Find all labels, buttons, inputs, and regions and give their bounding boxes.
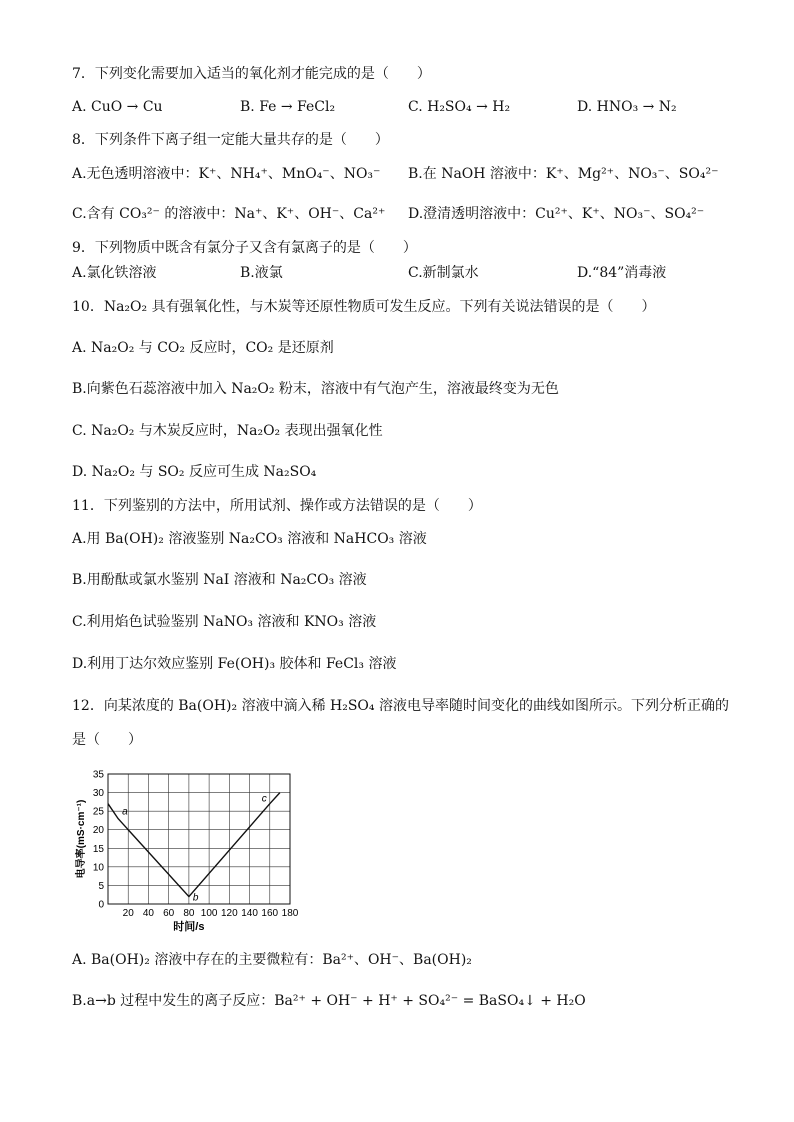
conductivity-curve	[108, 793, 280, 897]
y-tick-label-3: 15	[92, 843, 104, 855]
conductivity-chart	[74, 756, 314, 933]
point-label-c: c	[261, 793, 267, 805]
x-tick-label-7: 160	[261, 908, 279, 919]
q10-option-d: D. Na₂O₂ 与 SO₂ 反应可生成 Na₂SO₄	[72, 464, 317, 480]
y-tick-label-7: 35	[92, 769, 104, 781]
q8-option-b: B.在 NaOH 溶液中：K⁺、Mg²⁺、NO₃⁻、SO₄²⁻	[408, 166, 719, 182]
q9-option-c: C.新制氯水	[408, 265, 479, 281]
y-axis-label: 电导率(mS·cm⁻¹)	[76, 799, 87, 879]
x-tick-label-6: 140	[241, 908, 258, 919]
x-tick-label-2: 60	[163, 908, 175, 919]
q7-option-a: A. CuO → Cu	[72, 99, 163, 115]
point-label-a: a	[122, 806, 128, 818]
q11-option-b: B.用酚酞或氯水鉴别 NaI 溶液和 Na₂CO₃ 溶液	[72, 572, 367, 588]
q10-option-c: C. Na₂O₂ 与木炭反应时，Na₂O₂ 表现出强氧化性	[72, 423, 383, 439]
q10-option-a: A. Na₂O₂ 与 CO₂ 反应时，CO₂ 是还原剂	[72, 340, 334, 356]
q9-option-b: B.液氯	[240, 265, 283, 281]
q11-option-a: A.用 Ba(OH)₂ 溶液鉴别 Na₂CO₃ 溶液和 NaHCO₃ 溶液	[72, 531, 427, 547]
point-label-b: b	[192, 892, 199, 904]
x-tick-label-1: 40	[142, 908, 155, 919]
q10-option-b: B.向紫色石蕊溶液中加入 Na₂O₂ 粉末，溶液中有气泡产生，溶液最终变为无色	[72, 381, 559, 397]
q9-option-d: D.“84”消毒液	[577, 265, 667, 281]
q11-option-c: C.利用焰色试验鉴别 NaNO₃ 溶液和 KNO₃ 溶液	[72, 614, 377, 630]
q12-option-b: B.a→b 过程中发生的离子反应：Ba²⁺ + OH⁻ + H⁺ + SO₄²⁻ = BaSO₄↓ + H₂O	[72, 993, 586, 1009]
q9-option-a: A.氯化铁溶液	[72, 265, 157, 281]
q10-stem: 10．Na₂O₂ 具有强氧化性，与木炭等还原性物质可发生反应。下列有关说法错误的是（ ）	[72, 299, 656, 315]
x-tick-label-5: 120	[220, 908, 238, 919]
q12-option-a: A. Ba(OH)₂ 溶液中存在的主要微粒有：Ba²⁺、OH⁻、Ba(OH)₂	[72, 952, 472, 968]
q7-option-b: B. Fe → FeCl₂	[240, 99, 336, 115]
q11-stem: 11．下列鉴别的方法中，所用试剂、操作或方法错误的是（ ）	[72, 498, 482, 514]
x-tick-label-4: 100	[200, 908, 218, 919]
y-tick-label-4: 20	[92, 825, 104, 837]
q8-option-a: A.无色透明溶液中：K⁺、NH₄⁺、MnO₄⁻、NO₃⁻	[72, 166, 381, 182]
x-tick-label-8: 180	[281, 908, 299, 919]
y-tick-label-0: 0	[98, 899, 104, 911]
x-tick-label-0: 20	[122, 908, 134, 919]
q11-option-d: D.利用丁达尔效应鉴别 Fe(OH)₃ 胶体和 FeCl₃ 溶液	[72, 656, 397, 672]
y-tick-label-5: 25	[92, 806, 104, 818]
q12-stem-line2: 是（ ）	[72, 732, 142, 748]
q7-option-c: C. H₂SO₄ → H₂	[408, 99, 511, 115]
y-tick-label-1: 5	[98, 880, 104, 892]
q8-option-c: C.含有 CO₃²⁻ 的溶液中：Na⁺、K⁺、OH⁻、Ca²⁺	[72, 206, 386, 222]
q7-option-d: D. HNO₃ → N₂	[577, 99, 677, 115]
y-tick-label-2: 10	[92, 862, 104, 874]
q12-stem-line1: 12．向某浓度的 Ba(OH)₂ 溶液中滴入稀 H₂SO₄ 溶液电导率随时间变化的曲线如图所示。下列分析正确的	[72, 698, 729, 714]
q7-stem: 7．下列变化需要加入适当的氧化剂才能完成的是（ ）	[72, 66, 431, 82]
x-axis-label: 时间/s	[173, 921, 205, 933]
q8-option-d: D.澄清透明溶液中：Cu²⁺、K⁺、NO₃⁻、SO₄²⁻	[408, 206, 705, 222]
y-tick-label-6: 30	[92, 788, 104, 800]
x-tick-label-3: 80	[183, 908, 195, 919]
q8-stem: 8．下列条件下离子组一定能大量共存的是（ ）	[72, 132, 389, 148]
q9-stem: 9．下列物质中既含有氯分子又含有氯离子的是（ ）	[72, 240, 417, 256]
